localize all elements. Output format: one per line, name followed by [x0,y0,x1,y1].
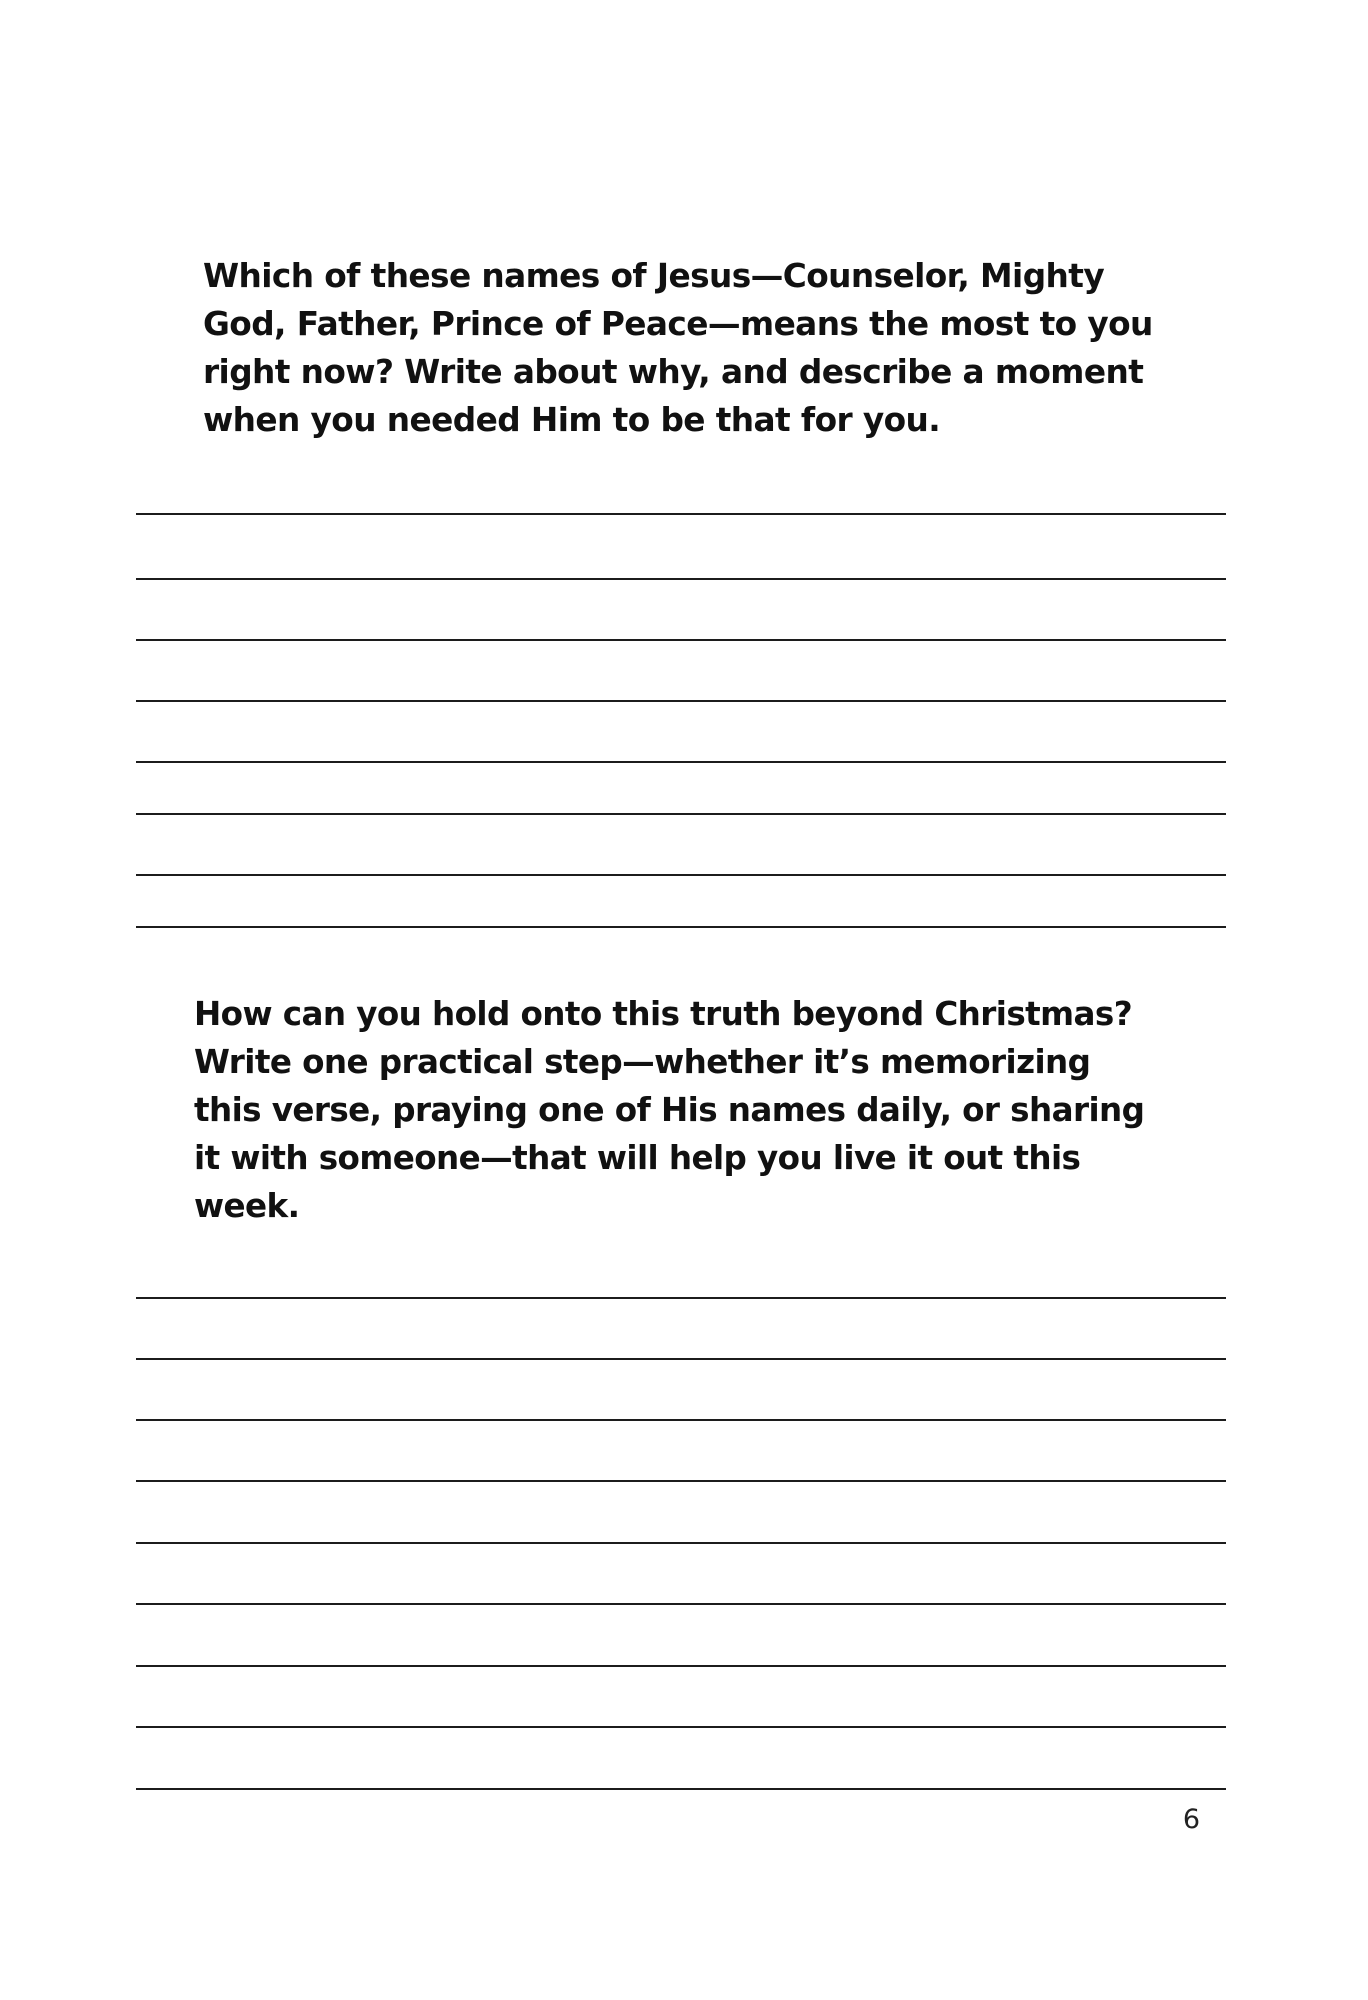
writing-line [136,639,1226,641]
writing-line [136,1726,1226,1728]
prompt-2-line: this verse, praying one of His names daily, or sharing [194,1090,1145,1129]
writing-line [136,874,1226,876]
writing-line [136,1788,1226,1790]
prompt-2-line: it with someone—that will help you live it out this [194,1138,1081,1177]
page-number: 6 [1182,1804,1200,1835]
writing-line [136,1480,1226,1482]
writing-line [136,1542,1226,1544]
writing-line [136,700,1226,702]
journal-prompt-2 [194,990,1156,1230]
writing-line [136,926,1226,928]
writing-line [136,1419,1226,1421]
prompt-1-line: Which of these names of Jesus—Counselor, Mighty [203,256,1105,295]
writing-line [136,813,1226,815]
writing-line [136,578,1226,580]
prompt-2-line: week. [194,1186,300,1225]
writing-line [136,1297,1226,1299]
writing-line [136,1603,1226,1605]
writing-line [136,1358,1226,1360]
writing-line [136,1665,1226,1667]
prompt-1-line: right now? Write about why, and describe a moment [203,352,1144,391]
prompt-1-line: when you needed Him to be that for you. [203,400,941,439]
journal-prompt-1 [203,252,1160,444]
prompt-1-line: God, Father, Prince of Peace—means the most to you [203,304,1153,343]
writing-line [136,513,1226,515]
writing-line [136,761,1226,763]
prompt-2-line: How can you hold onto this truth beyond Christmas? [194,994,1133,1033]
prompt-2-line: Write one practical step—whether it’s memorizing [194,1042,1091,1081]
